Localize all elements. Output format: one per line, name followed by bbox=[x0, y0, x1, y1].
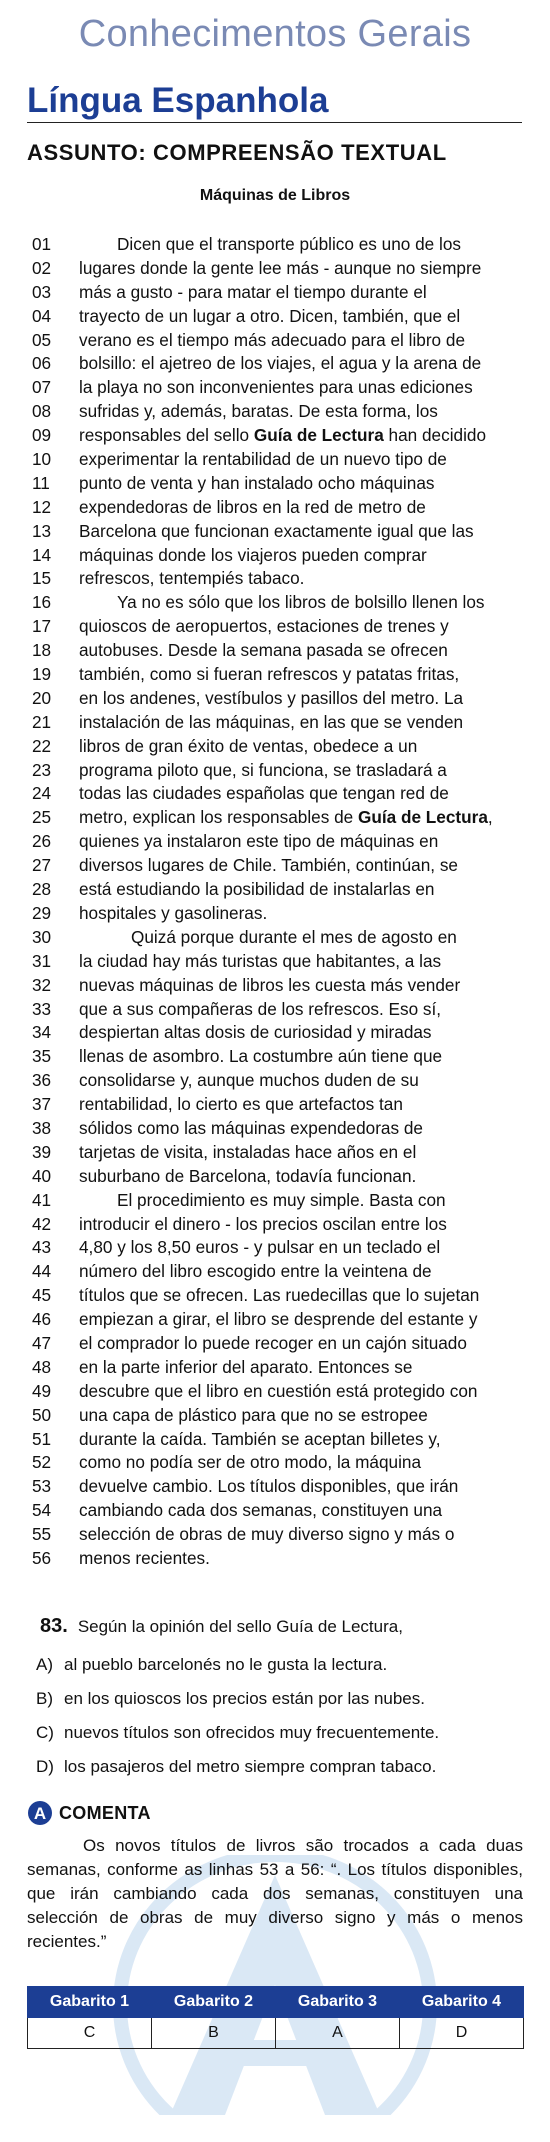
line-text: experimentar la rentabilidad de un nuevo tipo de bbox=[79, 449, 447, 470]
line-text: 4,80 y los 8,50 euros - y pulsar en un teclado el bbox=[79, 1237, 441, 1258]
line-text: programa piloto que, si funciona, se trasladará a bbox=[79, 759, 447, 780]
line-number: 05 bbox=[32, 329, 52, 350]
answer-key-value: D bbox=[400, 2018, 524, 2049]
line-number: 04 bbox=[32, 305, 52, 326]
passage-line bbox=[32, 281, 512, 305]
passage-line bbox=[32, 711, 512, 735]
topic-heading: ASSUNTO: COMPREENSÃO TEXTUAL bbox=[27, 140, 447, 165]
passage-line bbox=[32, 1117, 512, 1141]
line-number: 22 bbox=[32, 735, 52, 756]
passage-line bbox=[32, 1213, 512, 1237]
passage-line bbox=[32, 1356, 512, 1380]
line-text: expendedoras de libros en la red de metro de bbox=[79, 496, 426, 517]
question-stem: Según la opinión del sello Guía de Lectura, bbox=[77, 1617, 403, 1636]
subject-title: Língua Espanhola bbox=[27, 81, 329, 120]
line-text: verano es el tiempo más adecuado para el libro de bbox=[79, 329, 465, 350]
option-text: los pasajeros del metro siempre compran tabaco. bbox=[64, 1757, 437, 1776]
line-text: menos recientes. bbox=[79, 1547, 210, 1568]
line-text: diversos lugares de Chile. También, continúan, se bbox=[79, 855, 458, 876]
comment-logo-icon bbox=[27, 1800, 53, 1826]
line-text: títulos que se ofrecen. Las ruedecillas que lo sujetan bbox=[79, 1285, 480, 1306]
line-number: 52 bbox=[32, 1452, 52, 1473]
passage-line bbox=[32, 854, 512, 878]
line-number: 41 bbox=[32, 1189, 52, 1210]
passage-line bbox=[32, 615, 512, 639]
passage-line bbox=[32, 329, 512, 353]
line-text: que a sus compañeras de los refrescos. Eso sí, bbox=[79, 998, 442, 1019]
line-number: 11 bbox=[32, 472, 50, 493]
passage-line bbox=[32, 1451, 512, 1475]
line-text: lugares donde la gente lee más - aunque no siempre bbox=[79, 257, 482, 278]
answer-key-value: A bbox=[276, 2018, 400, 2049]
passage-line bbox=[32, 782, 512, 806]
passage-line bbox=[32, 1260, 512, 1284]
line-text: refrescos, tentempiés tabaco. bbox=[79, 568, 305, 589]
line-text: consolidarse y, aunque muchos duden de su bbox=[79, 1070, 419, 1091]
passage-line bbox=[32, 902, 512, 926]
passage-line bbox=[32, 735, 512, 759]
line-number: 17 bbox=[32, 616, 52, 637]
line-number: 56 bbox=[32, 1547, 52, 1568]
line-text: quioscos de aeropuertos, estaciones de trenes y bbox=[79, 616, 449, 637]
passage-line bbox=[32, 544, 512, 568]
option-text: en los quioscos los precios están por las nubes. bbox=[64, 1689, 425, 1708]
passage-line bbox=[32, 591, 512, 615]
option-text: nuevos títulos son ofrecidos muy frecuentemente. bbox=[64, 1723, 440, 1742]
line-text: Barcelona que funcionan exactamente igual que las bbox=[79, 520, 474, 541]
line-text: introducir el dinero - los precios oscilan entre los bbox=[79, 1213, 447, 1234]
line-number: 47 bbox=[32, 1332, 52, 1353]
line-number: 43 bbox=[32, 1237, 52, 1258]
passage-line bbox=[32, 1499, 512, 1523]
option-letter: A) bbox=[36, 1655, 53, 1674]
passage-line bbox=[32, 305, 512, 329]
line-text: bolsillo: el ajetreo de los viajes, el agua y la arena de bbox=[79, 353, 482, 374]
line-number: 53 bbox=[32, 1476, 52, 1497]
line-number: 51 bbox=[32, 1428, 52, 1449]
line-text: como no podía ser de otro modo, la máquina bbox=[79, 1452, 422, 1473]
line-number: 12 bbox=[32, 496, 52, 517]
passage-line bbox=[32, 687, 512, 711]
passage-line bbox=[32, 1165, 512, 1189]
line-number: 54 bbox=[32, 1500, 52, 1521]
line-text: nuevas máquinas de libros les cuesta más vender bbox=[79, 974, 461, 995]
passage-line bbox=[32, 1189, 512, 1213]
option-d[interactable] bbox=[36, 1756, 436, 1778]
line-number: 26 bbox=[32, 831, 52, 852]
answer-key-value: B bbox=[152, 2018, 276, 2049]
passage-line bbox=[32, 1332, 512, 1356]
passage-line bbox=[32, 878, 512, 902]
line-number: 49 bbox=[32, 1380, 52, 1401]
line-text: sufridas y, además, baratas. De esta forma, los bbox=[79, 401, 438, 422]
line-number: 37 bbox=[32, 1094, 52, 1115]
line-text: máquinas donde los viajeros pueden comprar bbox=[79, 544, 427, 565]
line-text: responsables del sello Guía de Lectura han decidido bbox=[79, 425, 487, 446]
line-text: está estudiando la posibilidad de instalarlas en bbox=[79, 879, 435, 900]
line-text: la ciudad hay más turistas que habitantes, a las bbox=[79, 950, 442, 971]
line-text: la playa no son inconvenientes para unas ediciones bbox=[79, 377, 473, 398]
passage-line bbox=[32, 1380, 512, 1404]
answer-key-row bbox=[28, 2018, 524, 2049]
line-text: descubre que el libro en cuestión está protegido con bbox=[79, 1380, 478, 1401]
passage-line bbox=[32, 472, 512, 496]
line-number: 21 bbox=[32, 711, 52, 732]
passage-line bbox=[32, 806, 512, 830]
passage-line bbox=[32, 974, 512, 998]
passage-line bbox=[32, 1523, 512, 1547]
passage-line bbox=[32, 257, 512, 281]
passage-line bbox=[32, 926, 512, 950]
passage-line bbox=[32, 1069, 512, 1093]
line-number: 25 bbox=[32, 807, 52, 828]
passage-line bbox=[32, 830, 512, 854]
comment-title: COMENTA bbox=[59, 1802, 151, 1823]
passage-line bbox=[32, 1045, 512, 1069]
line-number: 24 bbox=[32, 783, 52, 804]
line-number: 42 bbox=[32, 1213, 52, 1234]
passage-line bbox=[32, 448, 512, 472]
line-number: 08 bbox=[32, 401, 52, 422]
line-text: tarjetas de visita, instaladas hace años en el bbox=[79, 1141, 417, 1162]
passage-line bbox=[32, 1308, 512, 1332]
line-number: 03 bbox=[32, 281, 52, 302]
passage-line bbox=[32, 1404, 512, 1428]
passage-line bbox=[32, 1141, 512, 1165]
passage-line bbox=[32, 1021, 512, 1045]
line-number: 48 bbox=[32, 1356, 52, 1377]
line-text: llenas de asombro. La costumbre aún tiene que bbox=[79, 1046, 443, 1067]
passage-line bbox=[32, 520, 512, 544]
line-number: 23 bbox=[32, 759, 52, 780]
option-text: al pueblo barcelonés no le gusta la lectura. bbox=[64, 1655, 388, 1674]
section-title: Conhecimentos Gerais bbox=[78, 13, 472, 55]
option-b[interactable] bbox=[36, 1688, 425, 1710]
answer-key-header: Gabarito 2 bbox=[152, 1987, 276, 2018]
line-number: 10 bbox=[32, 449, 52, 470]
line-number: 50 bbox=[32, 1404, 52, 1425]
passage-line bbox=[32, 233, 512, 257]
line-number: 16 bbox=[32, 592, 52, 613]
line-number: 30 bbox=[32, 926, 52, 947]
line-number: 35 bbox=[32, 1046, 52, 1067]
line-text: número del libro escogido entre la veintena de bbox=[79, 1261, 432, 1282]
reading-passage bbox=[32, 233, 512, 1571]
option-letter: D) bbox=[36, 1757, 54, 1776]
line-text: más a gusto - para matar el tiempo durante el bbox=[79, 281, 427, 302]
line-text: cambiando cada dos semanas, constituyen una bbox=[79, 1500, 443, 1521]
option-c[interactable] bbox=[36, 1722, 439, 1744]
line-number: 39 bbox=[32, 1141, 52, 1162]
line-number: 33 bbox=[32, 998, 52, 1019]
line-number: 34 bbox=[32, 1022, 52, 1043]
line-text: todas las ciudades españolas que tengan red de bbox=[79, 783, 449, 804]
line-number: 32 bbox=[32, 974, 52, 995]
reading-title: Máquinas de Libros bbox=[199, 187, 351, 204]
passage-line bbox=[32, 1475, 512, 1499]
line-number: 46 bbox=[32, 1309, 52, 1330]
passage-line bbox=[32, 639, 512, 663]
line-text: autobuses. Desde la semana pasada se ofrecen bbox=[79, 640, 448, 661]
line-number: 31 bbox=[32, 950, 52, 971]
line-text: hospitales y gasolineras. bbox=[79, 902, 268, 923]
line-text: libros de gran éxito de ventas, obedece a un bbox=[79, 735, 418, 756]
passage-line bbox=[32, 1547, 512, 1571]
line-text: punto de venta y han instalado ocho máquinas bbox=[79, 472, 435, 493]
passage-line bbox=[32, 567, 512, 591]
line-number: 02 bbox=[32, 257, 52, 278]
line-text: también, como si fueran refrescos y patatas fritas, bbox=[79, 664, 460, 685]
line-text: en los andenes, vestíbulos y pasillos del metro. La bbox=[79, 687, 464, 708]
comment-body: Os novos títulos de livros são trocados a cada duas semanas, conforme as linhas 53 a 56: “. Los títulos disponibles, que irán cambiando cada dos semanas, constituyen una selección de obras de muy diverso signo y más o menos recientes.” bbox=[27, 1836, 523, 1951]
line-number: 28 bbox=[32, 879, 52, 900]
line-number: 01 bbox=[32, 234, 52, 254]
answer-key-table bbox=[27, 1986, 524, 2049]
passage-line bbox=[32, 1428, 512, 1452]
line-number: 40 bbox=[32, 1165, 52, 1186]
line-text: quienes ya instalaron este tipo de máquinas en bbox=[79, 831, 439, 852]
line-text: despiertan altas dosis de curiosidad y miradas bbox=[79, 1022, 432, 1043]
line-number: 09 bbox=[32, 425, 52, 446]
passage-line bbox=[32, 376, 512, 400]
line-text: el comprador lo puede recoger en un cajón situado bbox=[79, 1332, 467, 1353]
line-text: una capa de plástico para que no se estropee bbox=[79, 1404, 428, 1425]
question-number: 83. bbox=[40, 1615, 68, 1637]
option-letter: C) bbox=[36, 1723, 54, 1742]
line-number: 14 bbox=[32, 544, 52, 565]
line-number: 18 bbox=[32, 640, 52, 661]
line-text: devuelve cambio. Los títulos disponibles, que irán bbox=[79, 1476, 459, 1497]
line-text: rentabilidad, lo cierto es que artefactos tan bbox=[79, 1094, 403, 1115]
passage-line bbox=[32, 424, 512, 448]
line-number: 13 bbox=[32, 520, 52, 541]
answer-key-header: Gabarito 4 bbox=[400, 1987, 524, 2018]
line-number: 15 bbox=[32, 568, 52, 589]
subject-divider bbox=[27, 122, 522, 123]
line-number: 36 bbox=[32, 1070, 52, 1091]
line-number: 55 bbox=[32, 1524, 52, 1545]
line-text: metro, explican los responsables de Guía de Lectura, bbox=[79, 807, 493, 828]
answer-key-value: C bbox=[28, 2018, 152, 2049]
question-stem-row bbox=[40, 1614, 403, 1639]
line-text: El procedimiento es muy simple. Basta con bbox=[117, 1189, 446, 1210]
line-text: Quizá porque durante el mes de agosto en bbox=[131, 926, 457, 947]
passage-line bbox=[32, 1236, 512, 1260]
passage-line bbox=[32, 1093, 512, 1117]
line-text: trayecto de un lugar a otro. Dicen, también, que el bbox=[79, 305, 461, 326]
passage-line bbox=[32, 998, 512, 1022]
line-number: 20 bbox=[32, 687, 52, 708]
line-number: 27 bbox=[32, 855, 52, 876]
line-number: 38 bbox=[32, 1117, 52, 1138]
line-number: 19 bbox=[32, 664, 52, 685]
line-text: Ya no es sólo que los libros de bolsillo llenen los bbox=[117, 592, 485, 613]
line-text: sólidos como las máquinas expendedoras de bbox=[79, 1117, 423, 1138]
line-text: suburbano de Barcelona, todavía funcionan. bbox=[79, 1165, 417, 1186]
line-number: 45 bbox=[32, 1285, 52, 1306]
passage-line bbox=[32, 950, 512, 974]
answer-key-header: Gabarito 1 bbox=[28, 1987, 152, 2018]
passage-line bbox=[32, 663, 512, 687]
passage-line bbox=[32, 759, 512, 783]
answer-key-header-row bbox=[28, 1987, 524, 2018]
line-number: 06 bbox=[32, 353, 52, 374]
passage-line bbox=[32, 352, 512, 376]
passage-line bbox=[32, 1284, 512, 1308]
line-text: Dicen que el transporte público es uno de los bbox=[117, 234, 461, 254]
option-a[interactable] bbox=[36, 1654, 387, 1676]
option-letter: B) bbox=[36, 1689, 53, 1708]
line-text: instalación de las máquinas, en las que se venden bbox=[79, 711, 464, 732]
line-text: en la parte inferior del aparato. Entonces se bbox=[79, 1356, 413, 1377]
passage-line bbox=[32, 400, 512, 424]
comment-logo-letter: A bbox=[33, 1804, 47, 1823]
line-text: durante la caída. También se aceptan billetes y, bbox=[79, 1428, 441, 1449]
passage-line bbox=[32, 496, 512, 520]
line-text: empiezan a girar, el libro se desprende del estante y bbox=[79, 1309, 478, 1330]
line-text: selección de obras de muy diverso signo y más o bbox=[79, 1524, 455, 1545]
line-number: 29 bbox=[32, 902, 52, 923]
comment-header bbox=[27, 1800, 151, 1826]
line-number: 44 bbox=[32, 1261, 52, 1282]
line-number: 07 bbox=[32, 377, 52, 398]
answer-key-header: Gabarito 3 bbox=[276, 1987, 400, 2018]
